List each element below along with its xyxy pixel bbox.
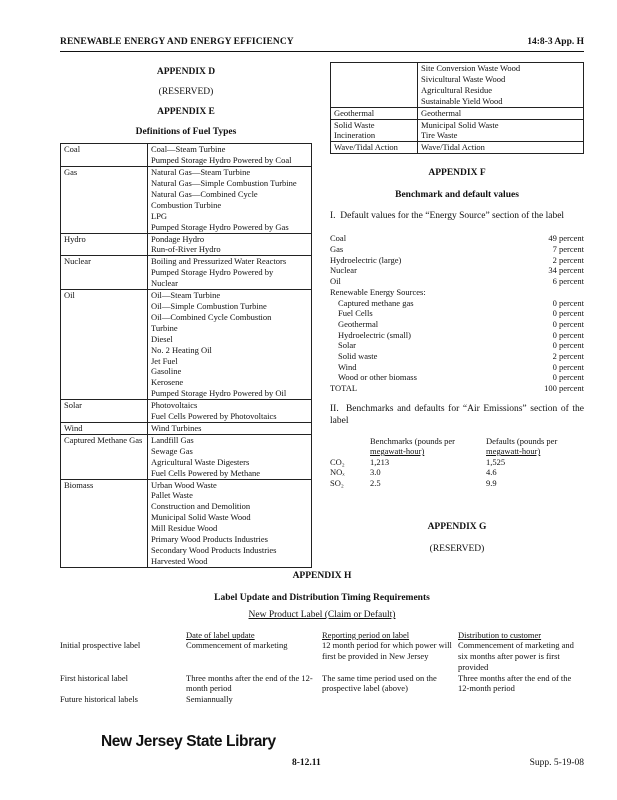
energy-source-label: Hydroelectric (small) <box>338 329 411 340</box>
fuel-item: Mill Residue Wood <box>151 523 218 534</box>
timing-distribution <box>458 694 584 705</box>
fuel-type-items <box>148 422 312 434</box>
energy-source-label: Coal <box>330 233 347 244</box>
fuel-item: Municipal Solid Waste Wood <box>151 512 251 523</box>
energy-source-row <box>330 351 584 362</box>
fuel-item: Kerosene <box>151 377 184 388</box>
fuel-item: Gasoline <box>151 366 182 377</box>
header-title: RENEWABLE ENERGY AND ENERGY EFFICIENCY <box>60 37 294 47</box>
timing-row <box>60 694 584 705</box>
left-column <box>60 64 312 568</box>
timing-label: First historical label <box>60 672 128 683</box>
appendix-g-body: (RESERVED) <box>429 543 485 554</box>
energy-source-row <box>330 287 584 298</box>
fuel-type-row <box>61 400 312 423</box>
fuel-item: Sivicultural Waste Wood <box>421 73 506 84</box>
timing-period <box>322 694 458 705</box>
energy-source-row <box>330 265 584 276</box>
fuel-types-table-continued <box>330 62 584 154</box>
fuel-item: Boiling and Pressurized Water Reactors <box>151 256 287 267</box>
energy-source-label: Renewable Energy Sources: <box>330 286 426 297</box>
col-header-period: Reporting period on label <box>322 629 410 640</box>
running-header <box>60 37 584 49</box>
appendix-d-heading: APPENDIX D <box>156 67 216 77</box>
fuel-type-name: Captured Methane Gas <box>61 434 148 479</box>
fuel-item: Tire Waste <box>421 130 458 141</box>
fuel-type-name: Gas <box>61 167 148 233</box>
header-rule <box>60 51 584 52</box>
energy-source-value: 7 percent <box>552 243 584 254</box>
timing-title: Label Update and Distribution Timing Requirements <box>214 592 430 603</box>
fuel-type-items <box>148 290 312 400</box>
air-emissions-table <box>330 436 584 489</box>
supplement-date: Supp. 5-19-08 <box>529 758 584 768</box>
fuel-type-row <box>61 434 312 479</box>
fuel-type-items <box>148 256 312 290</box>
energy-source-row <box>330 233 584 244</box>
fuel-item: Turbine <box>151 322 178 333</box>
appendix-e-heading: APPENDIX E <box>157 107 215 118</box>
fuel-type-name: Hydro <box>61 233 148 256</box>
timing-row <box>60 673 584 694</box>
header-section: 14:8-3 App. H <box>527 37 584 47</box>
energy-source-label: Gas <box>330 243 344 254</box>
fuel-item: Wind Turbines <box>151 422 202 433</box>
library-watermark: New Jersey State Library <box>101 733 276 750</box>
fuel-item: Site Conversion Waste Wood <box>421 63 521 73</box>
energy-source-value: 0 percent <box>552 372 584 383</box>
fuel-item: Sustainable Yield Wood <box>421 95 503 106</box>
new-product-label-subtitle: New Product Label (Claim or Default) <box>248 610 396 621</box>
energy-source-label: Oil <box>330 276 341 287</box>
fuel-item: Natural Gas—Simple Combustion Turbine <box>151 178 297 189</box>
fuel-item: Agricultural Waste Digesters <box>151 456 250 467</box>
energy-source-label: Geothermal <box>338 318 379 329</box>
fuel-type-items <box>418 119 584 142</box>
fuel-type-row <box>61 233 312 256</box>
energy-source-row <box>330 362 584 373</box>
fuel-type-items <box>418 142 584 154</box>
appendix-f-heading: APPENDIX F <box>428 168 486 179</box>
timing-period: 12 month period for which power will first be provided in New Jersey <box>322 640 452 662</box>
air-emissions-paragraph: II. Benchmarks and defaults for “Air Emissions” section of the label <box>330 403 584 426</box>
fuel-type-row <box>61 422 312 434</box>
fuel-type-name: Oil <box>61 290 148 400</box>
fuel-item: Geothermal <box>421 107 462 118</box>
fuel-item: Construction and Demolition <box>151 501 251 512</box>
timing-label: Initial prospective label <box>60 640 141 651</box>
fuel-item: Primary Wood Products Industries <box>151 534 268 545</box>
energy-source-value: 2 percent <box>552 351 584 362</box>
fuel-type-items <box>148 479 312 567</box>
fuel-item: Landfill Gas <box>151 434 194 445</box>
energy-source-row <box>330 330 584 341</box>
energy-source-value: 34 percent <box>548 265 584 276</box>
timing-date: Three months after the end of the 12-month period <box>186 672 313 694</box>
fuel-item: Municipal Solid Waste <box>421 119 499 130</box>
appendix-h-section <box>60 571 584 705</box>
timing-distribution: Commencement of marketing and six months after power is first provided <box>458 640 574 672</box>
default-header-line1: Defaults (pounds per <box>486 435 558 446</box>
col-header-distribution: Distribution to customer <box>458 629 542 640</box>
fuel-item: Wave/Tidal Action <box>421 142 485 153</box>
fuel-type-items <box>148 233 312 256</box>
fuel-type-name: Geothermal <box>331 107 418 119</box>
energy-source-value: 2 percent <box>552 254 584 265</box>
fuel-item: Pumped Storage Hydro Powered by <box>151 267 274 278</box>
fuel-type-items <box>418 63 584 108</box>
emissions-default: 9.9 <box>486 477 497 488</box>
timing-period: The same time period used on the prospective label (above) <box>322 672 437 694</box>
timing-date: Semiannually <box>186 693 233 704</box>
energy-source-row <box>330 372 584 383</box>
energy-source-label: Wood or other biomass <box>338 372 417 383</box>
fuel-type-row <box>331 142 584 154</box>
fuel-type-name: Solar <box>61 400 148 423</box>
timing-row <box>60 640 584 672</box>
fuel-item: Diesel <box>151 333 173 344</box>
fuel-type-name: Wave/Tidal Action <box>331 142 418 154</box>
energy-source-row <box>330 383 584 394</box>
emissions-pollutant: CO₂ <box>330 456 345 467</box>
emissions-default: 4.6 <box>486 467 497 478</box>
energy-source-row <box>330 319 584 330</box>
fuel-type-name: Nuclear <box>61 256 148 290</box>
energy-source-row <box>330 244 584 255</box>
fuel-item: Pondage Hydro <box>151 233 205 244</box>
fuel-item: Secondary Wood Products Industries <box>151 544 277 555</box>
fuel-type-items <box>148 400 312 423</box>
energy-source-label: Fuel Cells <box>338 308 373 319</box>
fuel-item: Coal—Steam Turbine <box>151 144 226 155</box>
energy-source-value: 6 percent <box>552 276 584 287</box>
fuel-item: Oil—Steam Turbine <box>151 290 221 301</box>
fuel-item: Pallet Waste <box>151 490 193 501</box>
timing-table <box>60 630 584 705</box>
energy-source-label: Solar <box>338 340 356 351</box>
energy-source-label: TOTAL <box>330 383 358 394</box>
fuel-item: Agricultural Residue <box>421 84 493 95</box>
fuel-type-name: Wind <box>61 422 148 434</box>
fuel-type-row <box>61 479 312 567</box>
timing-date: Commencement of marketing <box>186 640 288 651</box>
energy-source-value: 0 percent <box>552 318 584 329</box>
default-header-line2: megawatt-hour) <box>486 446 541 457</box>
default-header <box>486 436 584 457</box>
fuel-item: Pumped Storage Hydro Powered by Gas <box>151 221 289 232</box>
fuel-type-items <box>148 144 312 167</box>
energy-source-paragraph: I. Default values for the “Energy Source” section of the label <box>330 211 565 222</box>
fuel-type-items <box>148 167 312 233</box>
fuel-type-row <box>61 167 312 233</box>
fuel-item: Fuel Cells Powered by Methane <box>151 467 261 478</box>
fuel-type-name: Solid Waste Incineration <box>331 119 418 142</box>
energy-source-value: 0 percent <box>552 308 584 319</box>
energy-source-row <box>330 298 584 309</box>
fuel-type-row <box>331 63 584 108</box>
energy-source-value: 0 percent <box>552 340 584 351</box>
appendix-h-heading: APPENDIX H <box>292 571 352 581</box>
timing-distribution: Three months after the end of the 12-month period <box>458 672 572 694</box>
fuel-types-table <box>60 143 312 567</box>
fuel-item: Natural Gas—Combined Cycle <box>151 188 258 199</box>
emissions-row <box>330 467 584 478</box>
emissions-header-row <box>330 436 584 457</box>
energy-source-row <box>330 276 584 287</box>
fuel-item: Urban Wood Waste <box>151 479 217 490</box>
emissions-pollutant: SO₂ <box>330 477 344 488</box>
emissions-row <box>330 457 584 468</box>
fuel-type-items <box>418 107 584 119</box>
right-column <box>330 62 584 555</box>
page-number: 8-12.11 <box>292 758 321 768</box>
energy-source-row <box>330 340 584 351</box>
energy-source-table <box>330 233 584 394</box>
fuel-item: Sewage Gas <box>151 445 193 456</box>
fuel-item: Pumped Storage Hydro Powered by Coal <box>151 155 292 166</box>
energy-source-row <box>330 308 584 319</box>
emissions-row <box>330 478 584 489</box>
emissions-benchmark: 2.5 <box>370 477 381 488</box>
energy-source-value: 0 percent <box>552 329 584 340</box>
energy-source-value: 0 percent <box>552 297 584 308</box>
fuel-item: Oil—Combined Cycle Combustion <box>151 311 272 322</box>
fuel-type-name <box>331 63 418 108</box>
emissions-benchmark: 3.0 <box>370 467 381 478</box>
emissions-default: 1,525 <box>486 456 506 467</box>
fuel-item: LPG <box>151 210 168 221</box>
benchmark-header <box>370 436 486 457</box>
fuel-type-row <box>61 256 312 290</box>
energy-source-value: 0 percent <box>552 361 584 372</box>
timing-header-row <box>60 630 584 641</box>
timing-label: Future historical labels <box>60 693 138 704</box>
fuel-type-row <box>331 107 584 119</box>
fuel-item: Natural Gas—Steam Turbine <box>151 167 251 178</box>
energy-source-label: Nuclear <box>330 265 357 276</box>
fuel-type-row <box>331 119 584 142</box>
energy-source-label: Captured methane gas <box>338 297 414 308</box>
fuel-type-row <box>61 144 312 167</box>
appendix-d-body: (RESERVED) <box>158 86 214 97</box>
fuel-item: No. 2 Heating Oil <box>151 344 212 355</box>
fuel-item: Combustion Turbine <box>151 199 222 210</box>
fuel-item: Nuclear <box>151 278 178 289</box>
appendix-g-heading: APPENDIX G <box>427 522 487 533</box>
energy-source-value <box>509 287 584 298</box>
energy-source-value: 49 percent <box>548 233 584 244</box>
benchmark-header-line2: megawatt-hour) <box>370 446 425 457</box>
benchmark-title: Benchmark and default values <box>395 189 519 200</box>
fuel-item: Jet Fuel <box>151 355 178 366</box>
energy-source-label: Solid waste <box>338 351 378 362</box>
fuel-type-items <box>148 434 312 479</box>
fuel-item: Harvested Wood <box>151 555 208 566</box>
fuel-item: Photovoltaics <box>151 400 198 411</box>
fuel-item: Oil—Simple Combustion Turbine <box>151 301 267 311</box>
energy-source-label: Hydroelectric (large) <box>330 254 402 265</box>
fuel-type-row <box>61 290 312 400</box>
energy-source-label: Wind <box>338 361 357 372</box>
fuel-type-name: Biomass <box>61 479 148 567</box>
benchmark-header-line1: Benchmarks (pounds per <box>370 435 455 446</box>
col-header-date: Date of label update <box>186 629 255 640</box>
fuel-item: Fuel Cells Powered by Photovoltaics <box>151 411 277 422</box>
fuel-item: Pumped Storage Hydro Powered by Oil <box>151 388 287 399</box>
emissions-benchmark: 1,213 <box>370 456 390 467</box>
energy-source-value: 100 percent <box>544 383 584 394</box>
fuel-type-name: Coal <box>61 144 148 167</box>
emissions-pollutant: NOₓ <box>330 467 345 478</box>
fuel-item: Run-of-River Hydro <box>151 244 221 255</box>
energy-source-row <box>330 255 584 266</box>
fuel-types-title: Definitions of Fuel Types <box>135 126 237 137</box>
